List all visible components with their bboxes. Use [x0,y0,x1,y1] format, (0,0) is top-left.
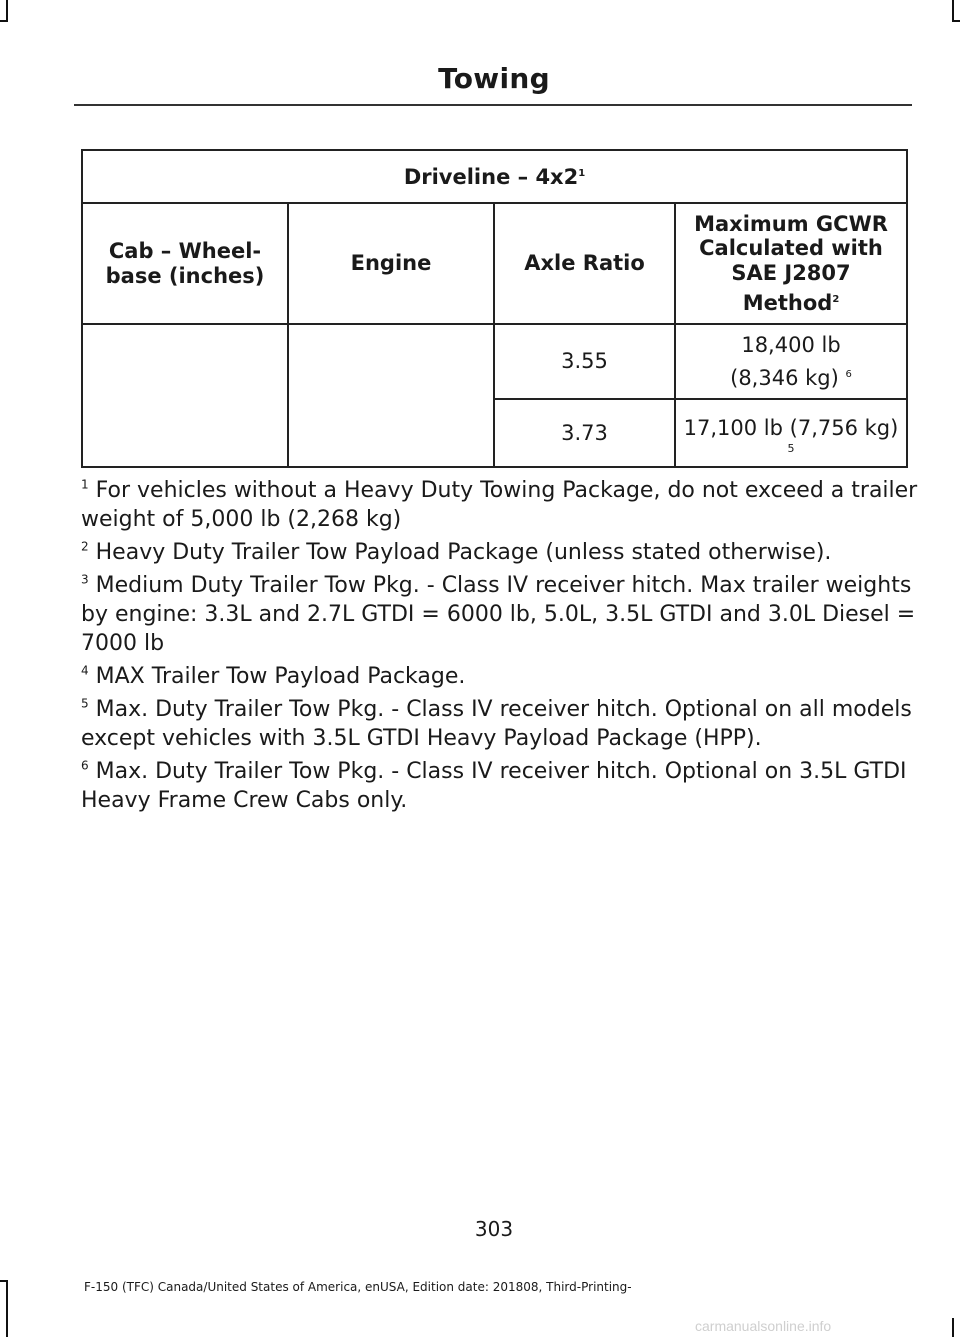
crop-mark-bottom-right [952,1318,954,1337]
footnote [81,662,921,691]
crop-mark-top-right-h [952,20,960,22]
crop-mark-bottom-left [6,1280,8,1337]
footnote [81,757,921,815]
towing-table [81,149,908,468]
col-header-cab: Cab – Wheel-base (inches) [82,203,288,324]
footnote-number: 6 [81,758,89,773]
cell-axle: 3.73 [494,399,675,467]
table-row [82,324,907,399]
crop-mark-top-left [6,0,8,20]
footnote-text: Max. Duty Trailer Tow Pkg. - Class IV receiver hitch. Optional on all models except vehicles with 3.5L GTDI Heavy Payload Package (HPP). [81,697,912,751]
gcwr-method-text: Method [742,290,833,315]
footnote-number: 1 [81,477,89,492]
footnote-number: 4 [81,663,89,678]
footnote [81,476,921,534]
col-header-gcwr [675,203,907,324]
caption-footnote-ref: 1 [578,167,586,179]
footnote-text: Medium Duty Trailer Tow Pkg. - Class IV receiver hitch. Max trailer weights by engine: 3.3L and 2.7L GTDI = 6000 lb, 5.0L, 3.5L GTDI and 3.0L Diesel = 7000 lb [81,573,916,656]
header-divider [74,104,912,106]
footnote [81,538,921,567]
page-number: 303 [474,1217,514,1241]
gcwr-value: 17,100 lb (7,756 kg) [683,416,899,441]
gcwr-method-line [680,291,902,315]
footnote-number: 5 [81,696,89,711]
cell-gcwr [675,324,907,399]
footnote [81,571,921,658]
gcwr-value-kg: (8,346 kg) [730,365,839,390]
gcwr-footnote-ref: 2 [832,293,840,305]
table-header-row [82,203,907,324]
footnote-text: Heavy Duty Trailer Tow Payload Package (unless stated otherwise). [95,540,832,565]
table-caption [82,150,907,203]
gcwr-header-text: Maximum GCWR Calculated with SAE J2807 [694,212,888,285]
footnote-number: 3 [81,572,89,587]
gcwr-value-footnote-ref: 6 [845,368,852,380]
footnote [81,695,921,753]
footnotes [81,476,921,819]
edition-info: F-150 (TFC) Canada/United States of America, enUSA, Edition date: 201808, Third-Printing- [84,1280,632,1294]
cell-axle: 3.55 [494,324,675,399]
watermark: carmanualsonline.info [695,1318,832,1334]
crop-mark-bottom-left-h [0,1280,8,1282]
col-header-axle: Axle Ratio [494,203,675,324]
caption-text: Driveline – 4x2 [403,164,579,189]
gcwr-value-footnote-ref: 5 [787,441,795,455]
cell-gcwr [675,399,907,467]
table-caption-row [82,150,907,203]
page-title: Towing [438,62,550,95]
crop-mark-top-left-h [0,20,8,22]
footnote-text: For vehicles without a Heavy Duty Towing Package, do not exceed a trailer weight of 5,000 lb (2,268 kg) [81,478,918,532]
footnote-text: Max. Duty Trailer Tow Pkg. - Class IV receiver hitch. Optional on 3.5L GTDI Heavy Frame Crew Cabs only. [81,759,907,813]
footnote-number: 2 [81,539,89,554]
cell-cab-empty [82,324,288,467]
col-header-engine: Engine [288,203,494,324]
crop-mark-top-right [952,0,954,20]
cell-engine-empty [288,324,494,467]
footnote-text: MAX Trailer Tow Payload Package. [95,664,466,689]
gcwr-value-lb: 18,400 lb [741,332,841,357]
